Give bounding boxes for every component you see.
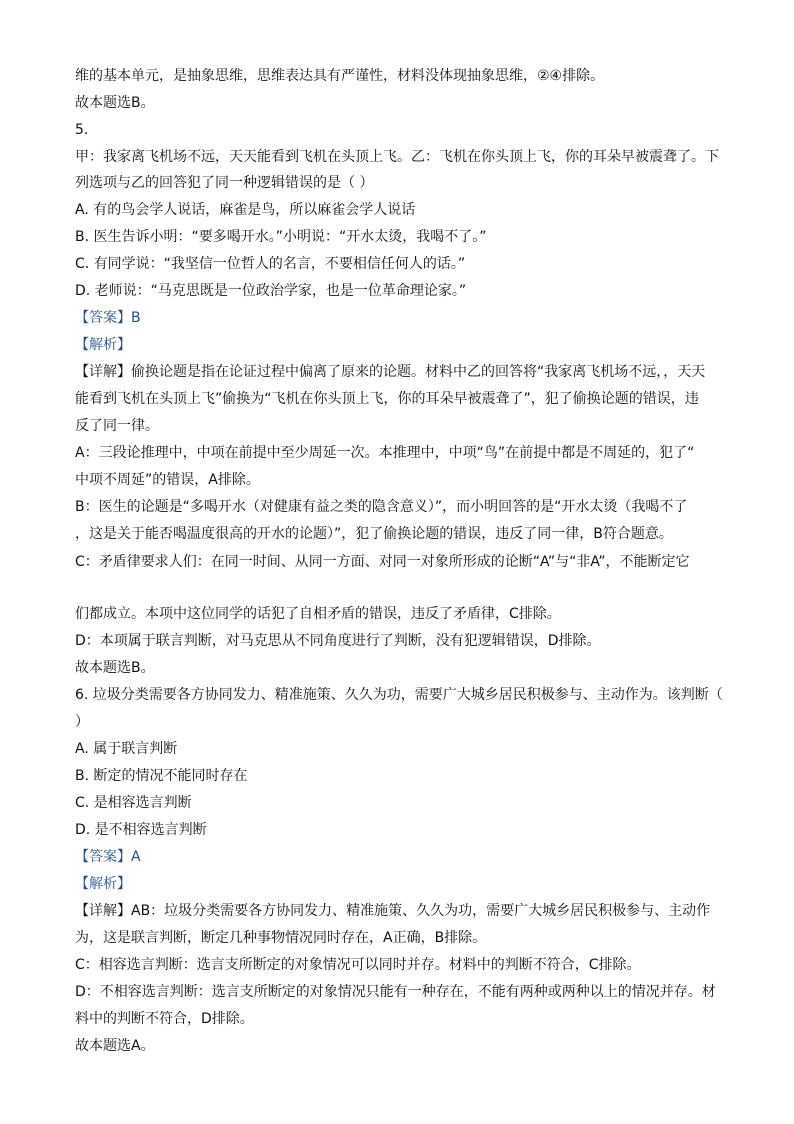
text-line: 故本题选B。 bbox=[75, 95, 155, 111]
conclusion-line: 故本题选A。 bbox=[75, 1038, 155, 1054]
analysis-label: 【解析】 bbox=[75, 337, 131, 353]
explanation-line: D：不相容选言判断：选言支所断定的对象情况只能有一种存在，不能有两种或两种以上的情况并存。材 bbox=[75, 984, 716, 1000]
explanation-line: A：三段论推理中，中项在前提中至少周延一次。本推理中，中项“鸟”在前提中都是不周延的，犯了“ bbox=[75, 445, 695, 461]
explanation-line: D：本项属于联言判断，对马克思从不同角度进行了判断，没有犯逻辑错误，D排除。 bbox=[75, 633, 601, 649]
option-d: D. 老师说：“马克思既是一位政治学家，也是一位革命理论家。” bbox=[75, 283, 467, 299]
explanation-line: 料中的判断不符合，D排除。 bbox=[75, 1011, 254, 1027]
answer-label: 【答案】B bbox=[75, 310, 141, 326]
answer-label: 【答案】A bbox=[75, 849, 141, 865]
analysis-label: 【解析】 bbox=[75, 876, 131, 892]
explanation-line: C：矛盾律要求人们：在同一时间、从同一方面、对同一对象所形成的论断“A”与“非A”，不能断定它 bbox=[75, 554, 690, 570]
option-b: B. 断定的情况不能同时存在 bbox=[75, 768, 248, 784]
question-stem: ） bbox=[75, 714, 89, 730]
explanation-line: 反了同一律。 bbox=[75, 418, 159, 434]
conclusion-line: 故本题选B。 bbox=[75, 660, 155, 676]
question-stem: 6. 垃圾分类需要各方协同发力、精准施策、久久为功，需要广大城乡居民积极参与、主动作为。该判断（ bbox=[75, 687, 723, 703]
explanation-line: ，这是关于能否喝温度很高的开水的论题）”，犯了偷换论题的错误，违反了同一律，B符合题意。 bbox=[75, 526, 673, 542]
option-c: C. 是相容选言判断 bbox=[75, 795, 192, 811]
option-d: D. 是不相容选言判断 bbox=[75, 822, 207, 838]
question-stem: 甲：我家离飞机场不远，天天能看到飞机在头顶上飞。乙：飞机在你头顶上飞，你的耳朵早被震聋了。下 bbox=[75, 149, 719, 165]
explanation-line: C：相容选言判断：选言支所断定的对象情况可以同时并存。材料中的判断不符合，C排除。 bbox=[75, 957, 641, 973]
option-c: C. 有同学说：“我坚信一位哲人的名言，不要相信任何人的话。” bbox=[75, 256, 466, 272]
option-b: B. 医生告诉小明：“要多喝开水。”小明说：“开水太烫，我喝不了。” bbox=[75, 229, 487, 245]
explanation-line: B：医生的论题是“多喝开水（对健康有益之类的隐含意义）”，而小明回答的是“开水太烫（我喝不了 bbox=[75, 499, 688, 515]
option-a: A. 属于联言判断 bbox=[75, 741, 178, 757]
explanation-line: 能看到飞机在头顶上飞”偷换为“飞机在你头顶上飞，你的耳朵早被震聋了”，犯了偷换论题的错误，违 bbox=[75, 391, 699, 407]
explanation-line: 【详解】AB：垃圾分类需要各方协同发力、精准施策、久久为功，需要广大城乡居民积极参与、主动作 bbox=[75, 903, 711, 919]
option-a: A. 有的鸟会学人说话，麻雀是鸟，所以麻雀会学人说话 bbox=[75, 202, 416, 218]
question-stem: 列选项与乙的回答犯了同一种逻辑错误的是（ ） bbox=[75, 175, 374, 191]
explanation-line: 们都成立。本项中这位同学的话犯了自相矛盾的错误，违反了矛盾律，C排除。 bbox=[75, 606, 561, 622]
explanation-line: 【详解】偷换论题是指在论证过程中偏离了原来的论题。材料中乙的回答将“我家离飞机场不远，，天天 bbox=[75, 364, 706, 380]
text-line: 维的基本单元，是抽象思维，思维表达具有严谨性，材料没体现抽象思维，②④排除。 bbox=[75, 68, 605, 84]
explanation-line: 为，这是联言判断，断定几种事物情况同时存在，A正确，B排除。 bbox=[75, 930, 487, 946]
question-number: 5. bbox=[75, 122, 89, 138]
explanation-line: 中项不周延”的错误，A排除。 bbox=[75, 472, 260, 488]
